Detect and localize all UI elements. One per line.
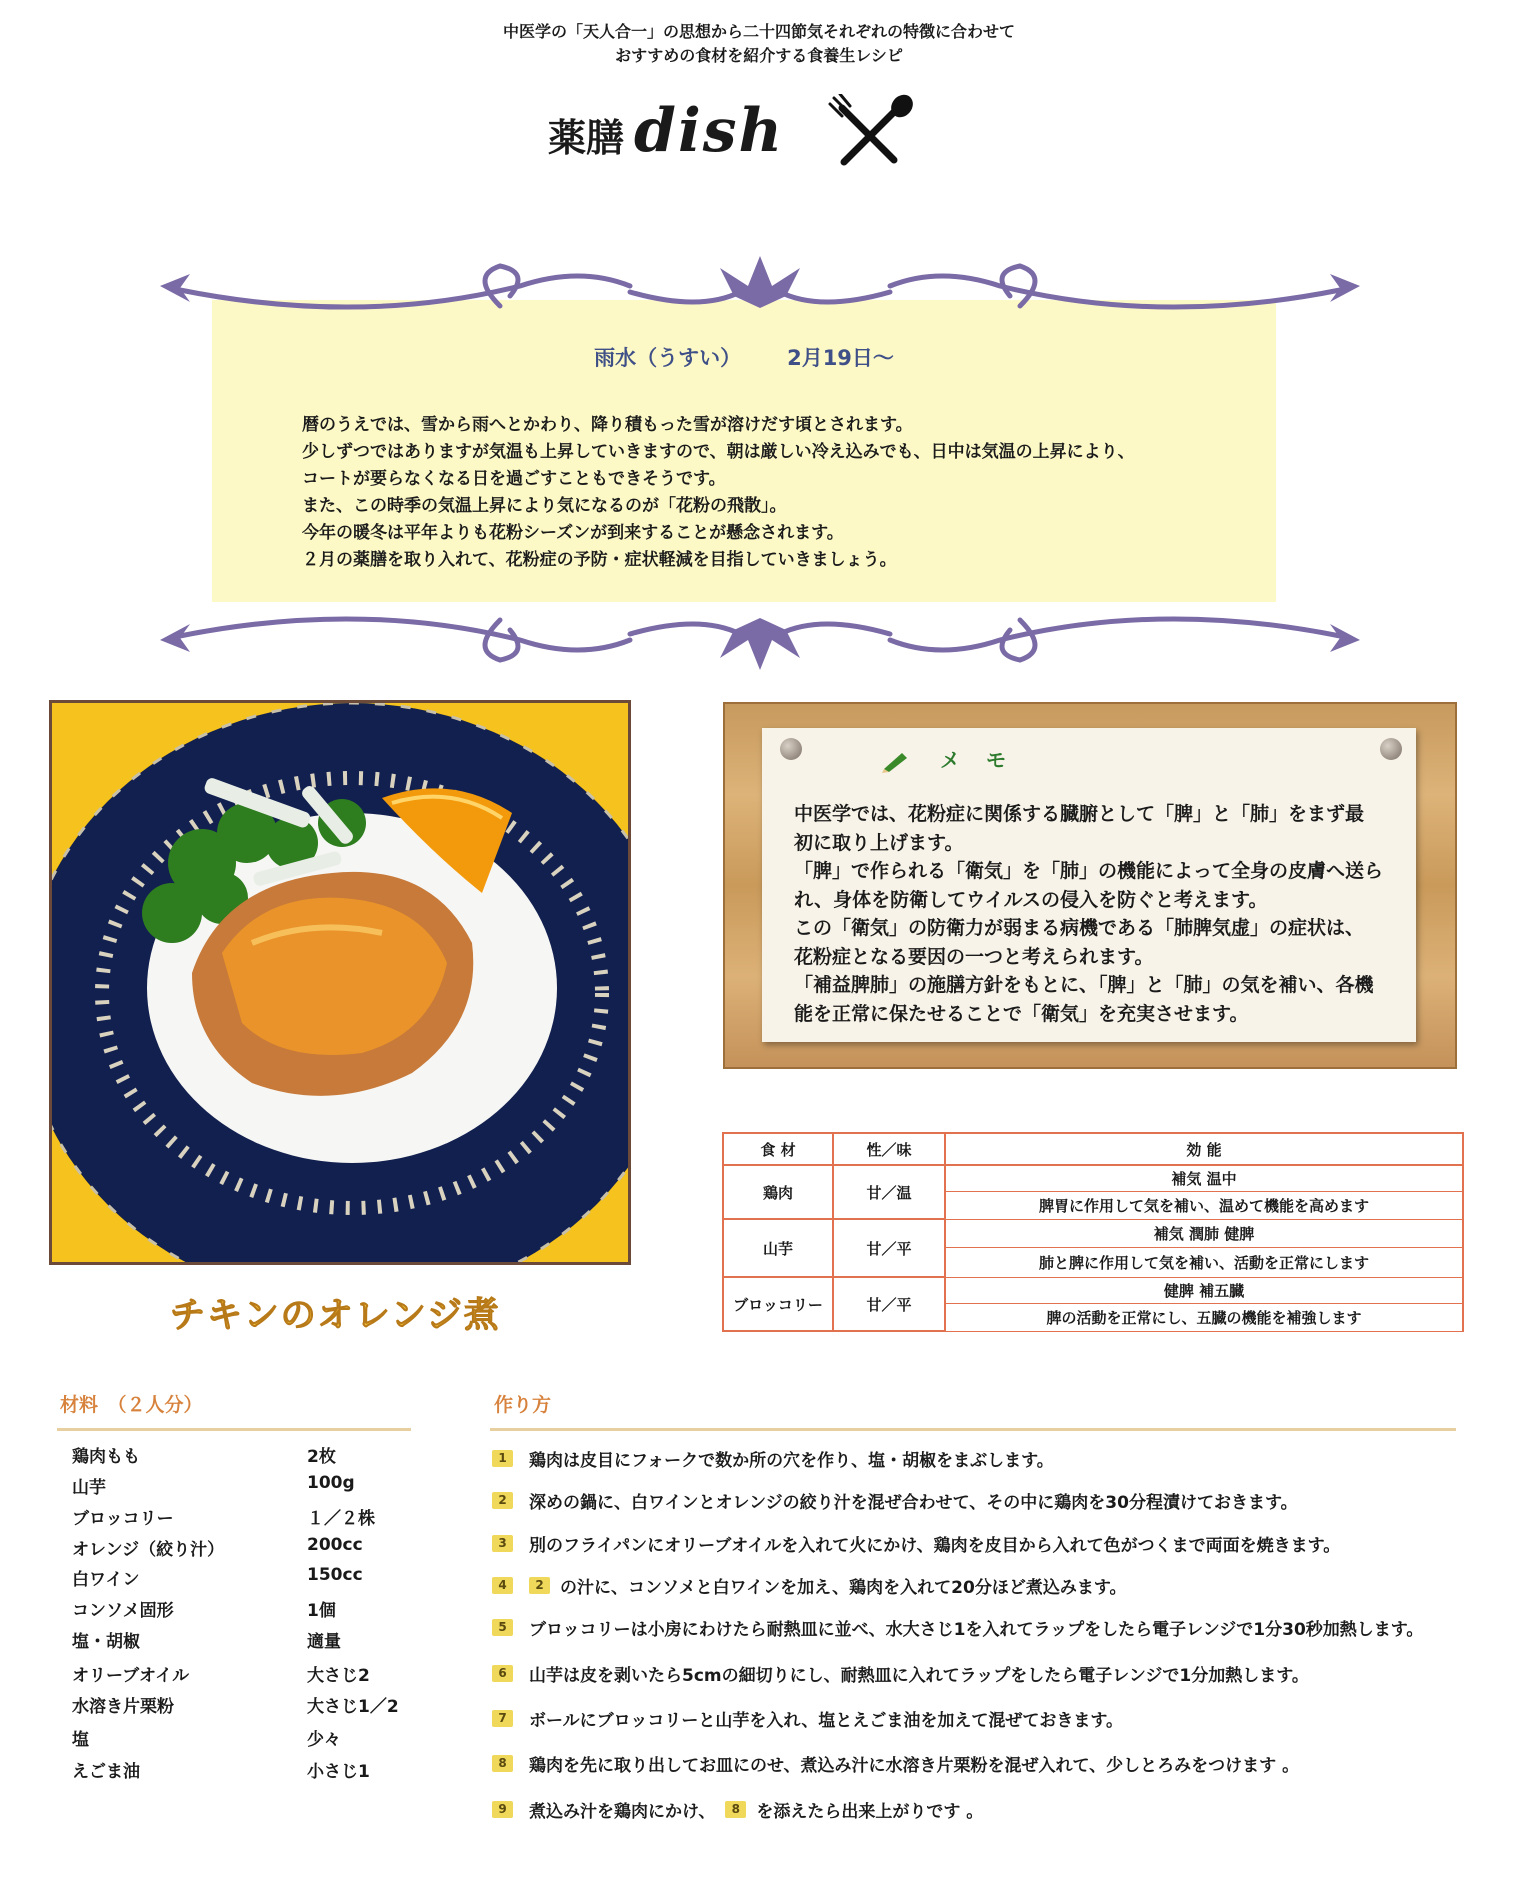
ingredient-name: 鶏肉もも <box>72 1447 140 1467</box>
step-number: 7 <box>492 1710 513 1727</box>
ingredient-qty: 大さじ1／2 <box>307 1697 399 1717</box>
season-line: 暦のうえでは、雪から雨へとかわり、降り積もった雪が溶けだす頃とされます。 <box>302 415 913 435</box>
ingredient-name: 塩 <box>72 1730 89 1750</box>
season-name: 雨水（うすい） <box>594 346 742 370</box>
ingredient-name: 山芋 <box>72 1478 106 1498</box>
nature-cell: 甘／平 <box>833 1219 945 1277</box>
effect-title-cell: 補気 潤肺 健脾 <box>945 1219 1463 1247</box>
top-ornament <box>160 256 1360 346</box>
list-item <box>72 1757 402 1787</box>
pin-icon <box>780 738 802 760</box>
list-item <box>72 1565 402 1595</box>
table-header: 性／味 <box>833 1133 945 1165</box>
ingredient-name: 白ワイン <box>72 1570 140 1590</box>
ingredient-name: オリーブオイル <box>72 1666 190 1686</box>
effect-desc-cell: 脾の活動を正常にし、五臓の機能を補強します <box>945 1303 1463 1331</box>
memo-line: 「脾」で作られる「衛気」を「肺」の機能によって全身の皮膚へ送ら <box>794 860 1384 882</box>
memo-title-text: メモ <box>940 748 1032 772</box>
pin-icon <box>1380 738 1402 760</box>
food-cell: 山芋 <box>723 1219 833 1277</box>
ingredient-qty: １／２株 <box>307 1509 375 1529</box>
dish-photo <box>49 700 631 1265</box>
step-number: 4 <box>492 1577 513 1594</box>
table-row <box>723 1165 1463 1191</box>
season-description <box>302 412 1252 574</box>
memo-line: 中医学では、花粉症に関係する臓腑として「脾」と「肺」をまず最 <box>794 803 1365 825</box>
step-number: 3 <box>492 1535 513 1552</box>
step-text: ブロッコリーは小房にわけたら耐熱皿に並べ、水大さじ1を入れてラップをしたら電子レンジで1分30秒加熱します。 <box>529 1620 1424 1640</box>
step-text: 山芋は皮を剥いたら5cmの細切りにし、耐熱皿に入れてラップをしたら電子レンジで1分加熱します。 <box>529 1666 1309 1686</box>
step-text: 鶏肉は皮目にフォークで数か所の穴を作り、塩・胡椒をまぶします。 <box>529 1451 1054 1471</box>
step-text: 煮込み汁を鶏肉にかけ、 <box>529 1802 716 1822</box>
ingredient-qty: 適量 <box>307 1632 341 1652</box>
ingredient-qty: 200cc <box>307 1535 363 1555</box>
step-text: 鶏肉を先に取り出してお皿にのせ、煮込み汁に水溶き片栗粉を混ぜ入れて、少しとろみをつけます 。 <box>529 1756 1300 1776</box>
ingredient-name: えごま油 <box>72 1762 140 1782</box>
list-item <box>72 1725 402 1755</box>
step-text: 別のフライパンにオリーブオイルを入れて火にかけ、鶏肉を皮目から入れて色がつくまで両面を焼きます。 <box>529 1536 1341 1556</box>
logo-jp: 薬膳 <box>548 116 625 160</box>
step-item <box>492 1573 1126 1598</box>
step-reference: 2 <box>529 1577 550 1594</box>
steps-title: 作り方 <box>494 1394 552 1416</box>
memo-body <box>794 800 1394 1028</box>
step-item <box>492 1706 1123 1731</box>
step-text: ボールにブロッコリーと山芋を入れ、塩とえごま油を加えて混ぜておきます。 <box>529 1711 1123 1731</box>
season-date: 2月19日～ <box>787 346 894 370</box>
step-number: 8 <box>492 1755 513 1772</box>
food-cell: ブロッコリー <box>723 1277 833 1331</box>
step-item <box>492 1488 1298 1513</box>
effect-desc-cell: 脾胃に作用して気を補い、温めて機能を高めます <box>945 1191 1463 1219</box>
effects-table <box>722 1132 1464 1332</box>
ingredient-name: 塩・胡椒 <box>72 1632 140 1652</box>
ingredient-name: オレンジ（絞り汁） <box>72 1540 225 1560</box>
step-number: 9 <box>492 1801 513 1818</box>
pencil-icon <box>880 751 910 773</box>
effect-title-cell: 補気 温中 <box>945 1165 1463 1191</box>
table-row <box>723 1277 1463 1303</box>
step-number: 2 <box>492 1492 513 1509</box>
memo-title <box>880 744 1032 773</box>
step-text: を添えたら出来上がりです 。 <box>756 1802 984 1822</box>
dish-name: チキンのオレンジ煮 <box>170 1296 501 1336</box>
step-item <box>492 1797 983 1822</box>
season-line: ２月の薬膳を取り入れて、花粉症の予防・症状軽減を目指していきましょう。 <box>302 550 897 570</box>
intro-text <box>0 20 1518 68</box>
list-item <box>72 1692 402 1722</box>
season-line: 今年の暖冬は平年よりも花粉シーズンが到来することが懸念されます。 <box>302 523 844 543</box>
steps-divider <box>490 1428 1456 1431</box>
ingredient-name: 水溶き片栗粉 <box>72 1697 174 1717</box>
memo-line: れ、身体を防衛してウイルスの侵入を防ぐと考えます。 <box>794 888 1268 911</box>
memo-line: 初に取り上げます。 <box>794 831 964 854</box>
nature-cell: 甘／温 <box>833 1165 945 1219</box>
materials-divider <box>57 1428 411 1431</box>
ingredient-qty: 100g <box>307 1473 355 1493</box>
step-text: 深めの鍋に、白ワインとオレンジの絞り汁を混ぜ合わせて、その中に鶏肉を30分程漬けておきます。 <box>529 1493 1298 1513</box>
logo <box>548 96 784 166</box>
step-number: 1 <box>492 1450 513 1467</box>
ingredient-name: ブロッコリー <box>72 1509 174 1529</box>
logo-en: dish <box>634 96 785 166</box>
step-item <box>492 1751 1299 1776</box>
step-reference: 8 <box>725 1801 746 1818</box>
list-item <box>72 1627 402 1657</box>
intro-line-2: おすすめの食材を紹介する食養生レシピ <box>615 46 903 65</box>
ingredient-qty: 大さじ2 <box>307 1666 370 1686</box>
effect-title-cell: 健脾 補五臓 <box>945 1277 1463 1303</box>
effect-desc-cell: 肺と脾に作用して気を補い、活動を正常にします <box>945 1247 1463 1277</box>
ingredient-qty: 1個 <box>307 1601 336 1621</box>
ingredient-qty: 2枚 <box>307 1447 336 1467</box>
memo-line: この「衛気」の防衛力が弱まる病機である「肺脾気虚」の症状は、 <box>794 917 1365 939</box>
table-header: 食 材 <box>723 1133 833 1165</box>
season-line: また、この時季の気温上昇により気になるのが「花粉の飛散」。 <box>302 496 787 516</box>
list-item <box>72 1473 402 1503</box>
intro-line-1: 中医学の「天人合一」の思想から二十四節気それぞれの特徴に合わせて <box>502 22 1015 41</box>
step-number: 5 <box>492 1619 513 1636</box>
list-item <box>72 1661 402 1691</box>
season-line: 少しずつではありますが気温も上昇していきますので、朝は厳しい冷え込みでも、日中は気温の上昇により、 <box>302 442 1135 462</box>
ingredient-qty: 150cc <box>307 1565 363 1585</box>
season-title <box>212 342 1276 372</box>
list-item <box>72 1596 402 1626</box>
ingredient-qty: 少々 <box>307 1730 341 1750</box>
step-item <box>492 1531 1340 1556</box>
memo-line: 「補益脾肺」の施膳方針をもとに、「脾」と「肺」の気を補い、各機 <box>794 974 1374 996</box>
step-text: の汁に、コンソメと白ワインを加え、鶏肉を入れて20分ほど煮込みます。 <box>560 1578 1127 1598</box>
step-item <box>492 1446 1054 1471</box>
ingredient-qty: 小さじ1 <box>307 1762 370 1782</box>
bottom-ornament <box>160 580 1360 670</box>
table-row <box>723 1219 1463 1247</box>
nature-cell: 甘／平 <box>833 1277 945 1331</box>
food-cell: 鶏肉 <box>723 1165 833 1219</box>
step-item <box>492 1661 1309 1686</box>
fork-spoon-icon <box>824 94 916 168</box>
list-item <box>72 1442 402 1472</box>
table-header: 効 能 <box>945 1133 1463 1165</box>
ingredient-name: コンソメ固形 <box>72 1601 174 1621</box>
list-item <box>72 1504 402 1534</box>
step-number: 6 <box>492 1665 513 1682</box>
materials-title: 材料 （２人分） <box>60 1394 203 1416</box>
step-item <box>492 1615 1423 1640</box>
memo-line: 花粉症となる要因の一つと考えられます。 <box>794 945 1154 968</box>
season-line: コートが要らなくなる日を過ごすこともできそうです。 <box>302 469 726 489</box>
memo-line: 能を正常に保たせることで「衛気」を充実させます。 <box>794 1002 1249 1025</box>
list-item <box>72 1535 402 1565</box>
